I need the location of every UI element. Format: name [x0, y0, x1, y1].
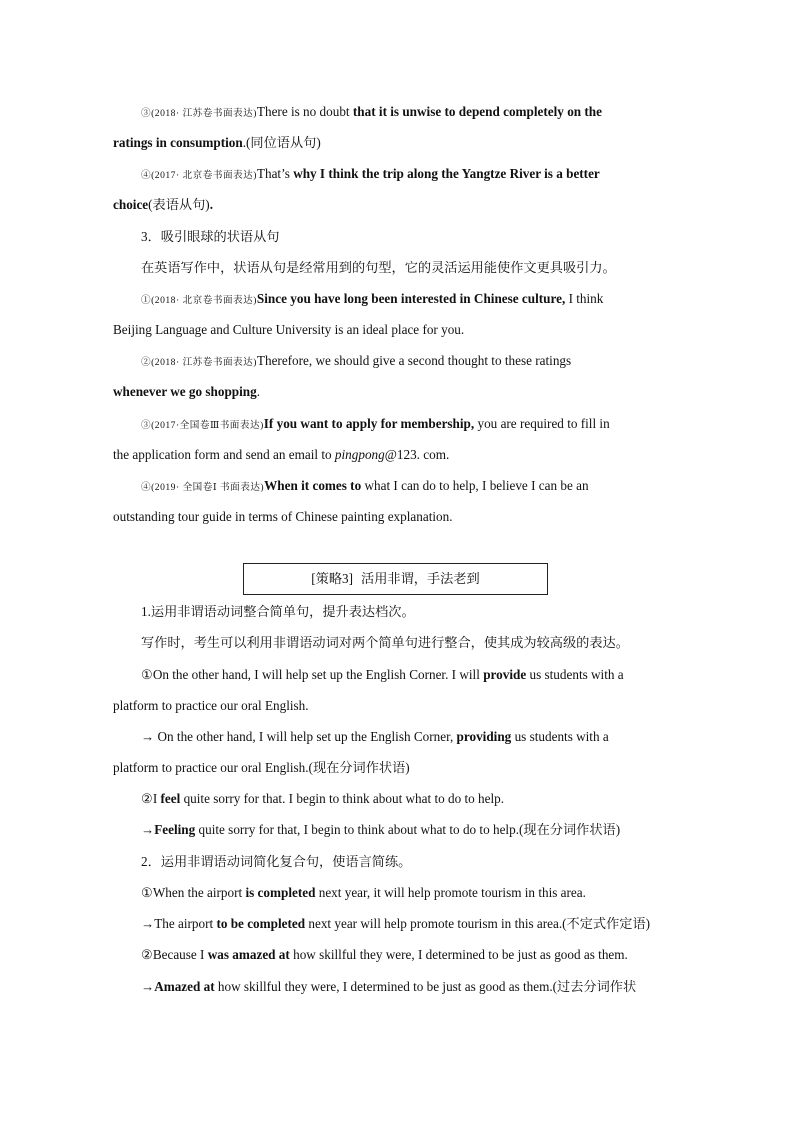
source-citation: ②(2018· 江苏卷书面表达)	[141, 357, 257, 368]
nonfinite-example-1-line-2: platform to practice our oral English.	[113, 698, 309, 713]
source-citation: ④(2019· 全国卷Ⅰ 书面表达)	[141, 482, 265, 493]
section-intro-1: 写作时，考生可以利用非谓语动词对两个简单句进行整合，使其成为较高级的表达。	[141, 635, 629, 650]
section-heading-2: 2．运用非谓语动词简化复合句，使语言简练。	[141, 854, 412, 869]
strategy-tag: [策略3]	[311, 571, 354, 586]
complex-rewrite-2: →Amazed at how skillful they were, I determined to be just as good as them.(过去分词作状	[141, 979, 637, 994]
adverbial-example-1-line-2: Beijing Language and Culture University is an ideal place for you.	[113, 322, 465, 337]
nonfinite-rewrite-2: →Feeling quite sorry for that, I begin to think about what to do to help.(现在分词作状语)	[141, 822, 621, 837]
strategy-title: 活用非谓，手法老到	[361, 571, 480, 586]
adverbial-example-1-line-1: ①(2018· 北京卷书面表达)Since you have long been interested in Chinese culture, I think	[141, 291, 604, 306]
nonfinite-example-2: ②I feel quite sorry for that. I begin to think about what to do to help.	[141, 791, 505, 806]
section-heading-1: 1.运用非谓语动词整合简单句，提升表达档次。	[141, 604, 415, 619]
source-citation: ③(2017·全国卷Ⅲ书面表达)	[141, 420, 264, 431]
nonfinite-rewrite-1-line-1: → On the other hand, I will help set up the English Corner, providing us students with a	[141, 729, 609, 744]
adverbial-example-3-line-2: the application form and send an email to pingpong@123. com.	[113, 447, 450, 462]
strategy-3-box	[243, 563, 548, 595]
section-intro-3: 在英语写作中，状语从句是经常用到的句型，它的灵活运用能使作文更具吸引力。	[141, 260, 616, 275]
example-3-line-2: ratings in consumption.(同位语从句)	[113, 135, 321, 150]
section-heading-3: 3．吸引眼球的状语从句	[141, 229, 280, 244]
nonfinite-example-1-line-1: ①On the other hand, I will help set up the English Corner. I will provide us students with a	[141, 667, 624, 682]
adverbial-example-3-line-1: ③(2017·全国卷Ⅲ书面表达)If you want to apply for membership, you are required to fill in	[141, 416, 610, 431]
example-4-line-1: ④(2017· 北京卷书面表达)That’s why I think the trip along the Yangtze River is a better	[141, 166, 600, 181]
adverbial-example-4-line-2: outstanding tour guide in terms of Chinese painting explanation.	[113, 509, 453, 524]
complex-example-1: ①When the airport is completed next year, it will help promote tourism in this area.	[141, 885, 586, 900]
adverbial-example-4-line-1: ④(2019· 全国卷Ⅰ 书面表达)When it comes to what I can do to help, I believe I can be an	[141, 478, 589, 493]
example-3-line-1: ③(2018· 江苏卷书面表达)There is no doubt that it is unwise to depend completely on the	[141, 104, 602, 119]
source-citation: ①(2018· 北京卷书面表达)	[141, 295, 257, 306]
complex-rewrite-1: →The airport to be completed next year will help promote tourism in this area.(不定式作定语)	[141, 916, 651, 931]
adverbial-example-2-line-2: whenever we go shopping.	[113, 384, 261, 399]
source-citation: ④(2017· 北京卷书面表达)	[141, 170, 257, 181]
complex-example-2: ②Because I was amazed at how skillful they were, I determined to be just as good as them.	[141, 947, 628, 962]
adverbial-example-2-line-1: ②(2018· 江苏卷书面表达)Therefore, we should give a second thought to these ratings	[141, 353, 572, 368]
example-4-line-2: choice(表语从句).	[113, 197, 213, 212]
nonfinite-rewrite-1-line-2: platform to practice our oral English.(现在分词作状语)	[113, 760, 410, 775]
source-citation: ③(2018· 江苏卷书面表达)	[141, 108, 257, 119]
